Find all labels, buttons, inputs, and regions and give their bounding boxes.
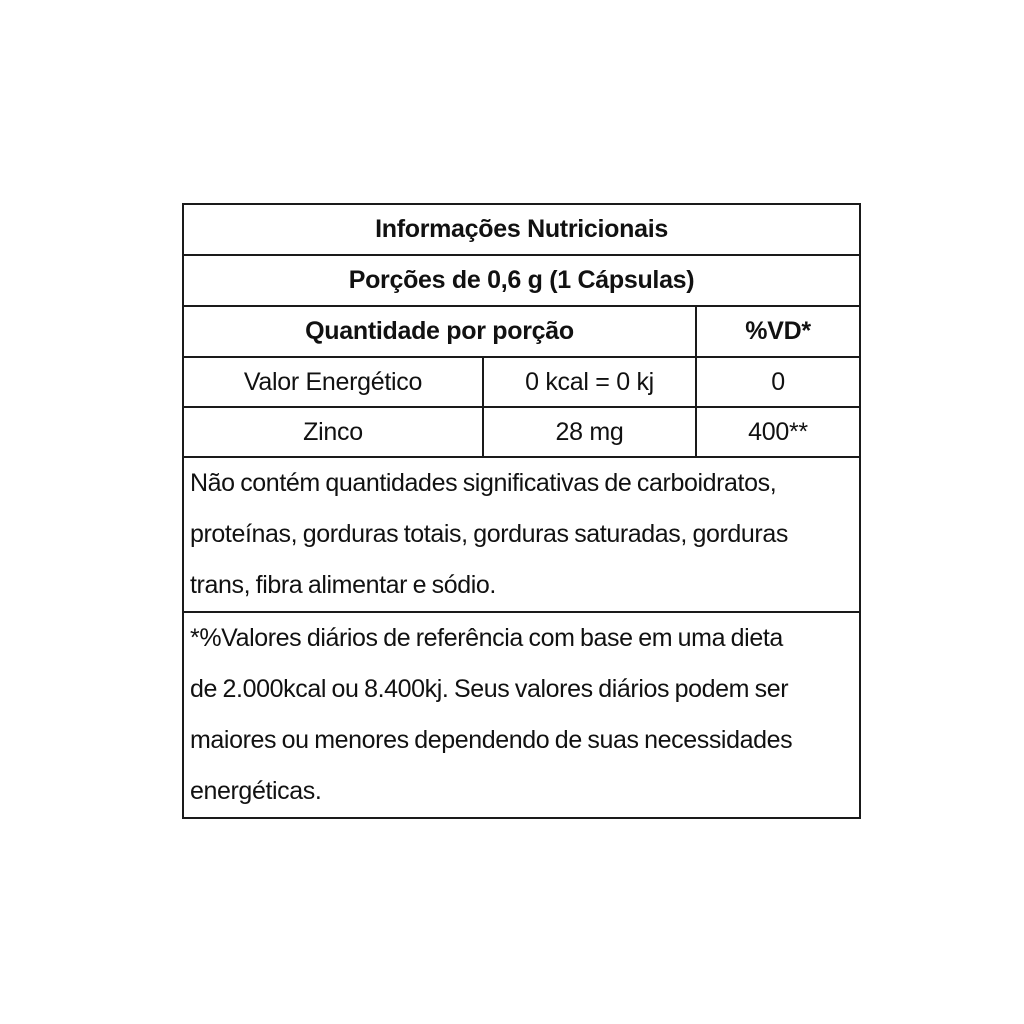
vd-header: %VD* [696, 306, 860, 357]
note-line: de 2.000kcal ou 8.400kj. Seus valores diários podem ser [190, 675, 789, 703]
table-row [183, 357, 860, 407]
nutrient-name: Valor Energético [183, 357, 483, 407]
table-title: Informações Nutricionais [183, 204, 860, 255]
insignificant-quantities-note [183, 457, 860, 612]
portion-size: Porções de 0,6 g (1 Cápsulas) [183, 255, 860, 306]
nutrient-amount: 0 kcal = 0 kj [483, 357, 696, 407]
note-line: *%Valores diários de referência com base em uma dieta [190, 624, 783, 652]
title-row [183, 204, 860, 255]
nutrient-name: Zinco [183, 407, 483, 457]
nutrient-vd: 400** [696, 407, 860, 457]
note-line: energéticas. [190, 777, 322, 805]
nutrient-vd: 0 [696, 357, 860, 407]
portion-row [183, 255, 860, 306]
nutrition-facts-table [182, 203, 861, 819]
nutrient-amount: 28 mg [483, 407, 696, 457]
quantity-header: Quantidade por porção [183, 306, 696, 357]
header-row [183, 306, 860, 357]
note-line: proteínas, gorduras totais, gorduras saturadas, gorduras [190, 520, 788, 548]
table-row [183, 407, 860, 457]
note-row-daily-values [183, 612, 860, 818]
note-line: maiores ou menores dependendo de suas necessidades [190, 726, 793, 754]
note-line: Não contém quantidades significativas de carboidratos, [190, 469, 777, 497]
daily-values-footnote [183, 612, 860, 818]
note-line: trans, fibra alimentar e sódio. [190, 571, 496, 599]
note-row-insignificant [183, 457, 860, 612]
